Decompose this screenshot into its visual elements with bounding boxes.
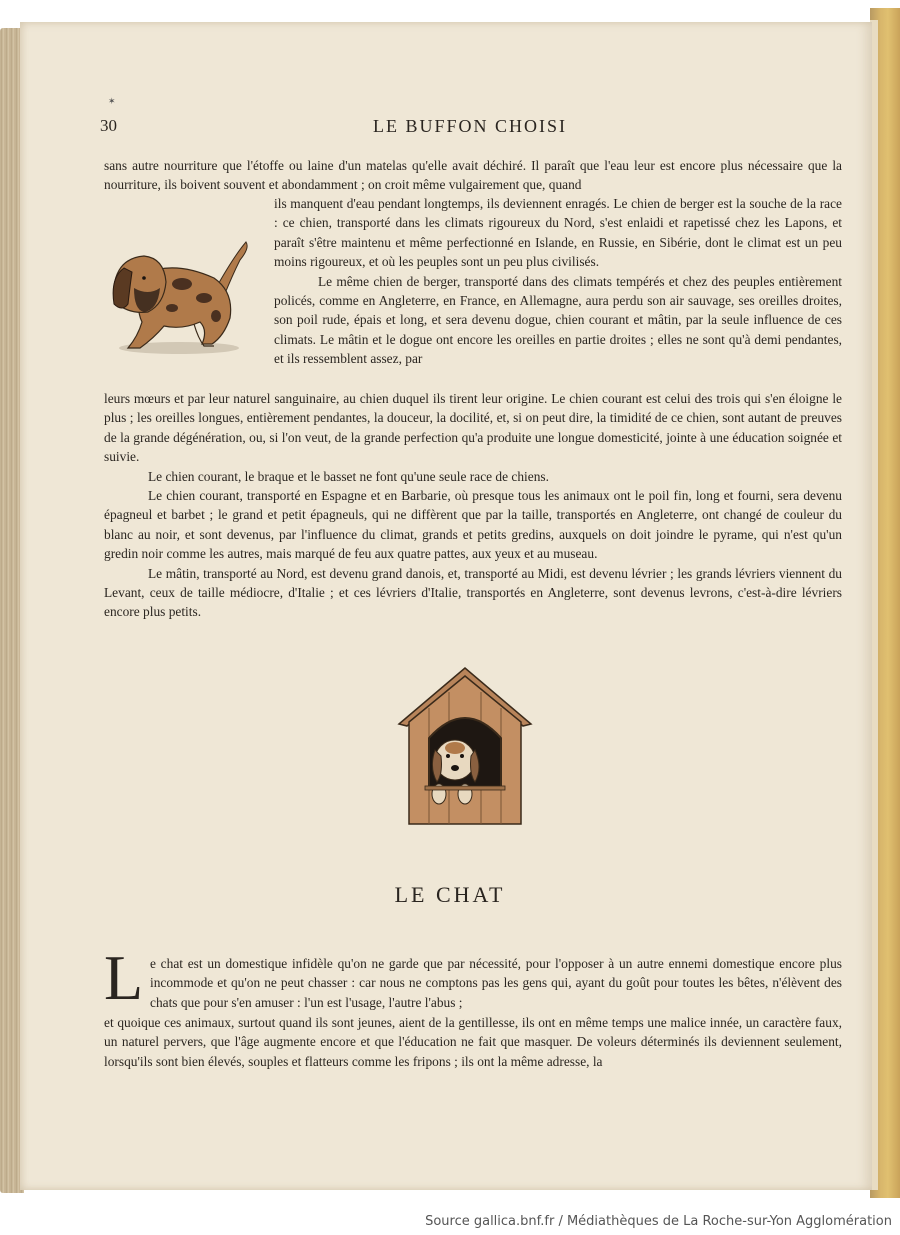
paragraph-chat-rest: et quoique ces animaux, surtout quand ils sont jeunes, aient de la gentillesse, ils ont en même temps une malice innée, un caractère faux, un naturel pervers, que l'âge augmente encore et que l'éducation ne fait que masquer. De voleurs déterminés ils deviennent seulement, lorsqu'ils sont bien élevés, souples et flatteurs comme les fripons ; ils ont la même adresse, la <box>104 1015 842 1069</box>
section-title-le-chat: LE CHAT <box>394 882 506 907</box>
drop-cap-letter: L <box>104 942 144 1013</box>
paragraph-chat-intro: e chat est un domestique infidèle qu'on ne garde que par nécessité, pour l'opposer à un autre ennemi domestique encore plus incommode et qu'on ne peut chasser : car nous ne comptons pas les gens qui, ayant du goût pour toutes les bêtes, n'élèvent des chats que pour s'en amuser : l'un est l'usage, l'autre l'abus ; <box>150 956 842 1010</box>
paragraph-3: Le chien courant, le braque et le basset ne font qu'une seule race de chiens. <box>148 468 549 484</box>
text-top-lines <box>104 156 842 195</box>
text-wrapped <box>274 194 842 369</box>
dog-illustration <box>104 226 254 366</box>
text-chat-rest <box>104 1013 842 1071</box>
page-mark-asterisk: ✶ <box>108 96 116 106</box>
running-title: LE BUFFON CHOISI <box>372 116 568 136</box>
text-main-continuation <box>104 389 842 622</box>
paragraph-wrap-1: ils manquent d'eau pendant longtemps, ils deviennent enragés. Le chien de berger est la souche de la race : ce chien, transporté dans les climats rigoureux du Nord, s'est enlaidi et rapetissé chez les Lapons, et paraît s'être maintenu et même perfectionné en Islande, en Russie, en Sibérie, dont le climat est un peu moins rigoureux, et où les peuples sont un peu plus civilisés. <box>274 196 842 270</box>
source-credit: Source gallica.bnf.fr / Médiathèques de La Roche-sur-Yon Agglomération <box>425 1214 892 1229</box>
page-header <box>100 116 840 140</box>
paragraph-4: Le chien courant, transporté en Espagne et en Barbarie, où presque tous les animaux ont le poil fin, long et fourni, sera devenu épagneul et barbet ; le grand et petit épagneuls, qui ne diffèrent que par la taille, transportés en Angleterre, ont changé de couleur du blanc au noir, et sont devenus, par l'influence du climat, grands et petits gredins, auxquels on doit joindre le pyrame, qui n'est qu'un gredin noir comme les autres, mais marqué de feu aux quatre pattes, aux yeux et au museau. <box>104 488 842 562</box>
page-number: 30 <box>100 116 117 135</box>
paragraph-wrap-2: Le même chien de berger, transporté dans des climats tempérés et chez des peuples entièrement policés, comme en Angleterre, en France, en Allemagne, aura perdu son air sauvage, ses oreilles droites, son poil rude, épais et long, et sera devenu dogue, chien courant et mâtin, par la seule influence de ces climats. Le mâtin et le dogue ont encore les oreilles en partie droites ; elles ne sont qu'à demi pendantes, et ils ressemblent assez, par <box>274 273 842 367</box>
paragraph-continuation: leurs mœurs et par leur naturel sanguinaire, au chien duquel ils tirent leur origine. Le chien courant est celui des trois qui s'en éloigne le plus ; les oreilles longues, entièrement pendantes, la douceur, la docilité, et, si on peut dire, la timidité de ce chien, sont autant de preuves de la grande dégénération, ou, si l'on veut, de la grande perfection qu'a produite une longue domesticité, jointe à une éducation soignée et suivie. <box>104 391 842 465</box>
paragraph-5: Le mâtin, transporté au Nord, est devenu grand danois, et, transporté au Midi, est devenu lévrier ; les grands lévriers viennent du Levant, ceux de taille médiocre, d'Italie ; et ces lévriers d'Italie, transportés en Angleterre, sont devenus levrons, c'est-à-dire lévriers encore plus petits. <box>104 565 842 620</box>
paragraph-top: sans autre nourriture que l'étoffe ou laine d'un matelas qu'elle avait déchiré. Il paraît que l'eau leur est encore plus nécessaire que la nourriture, ils boivent souvent et abondamment ; on croit même vulgairement que, quand <box>104 158 842 193</box>
text-chat-intro <box>150 954 842 1012</box>
kennel-illustration <box>395 664 535 828</box>
